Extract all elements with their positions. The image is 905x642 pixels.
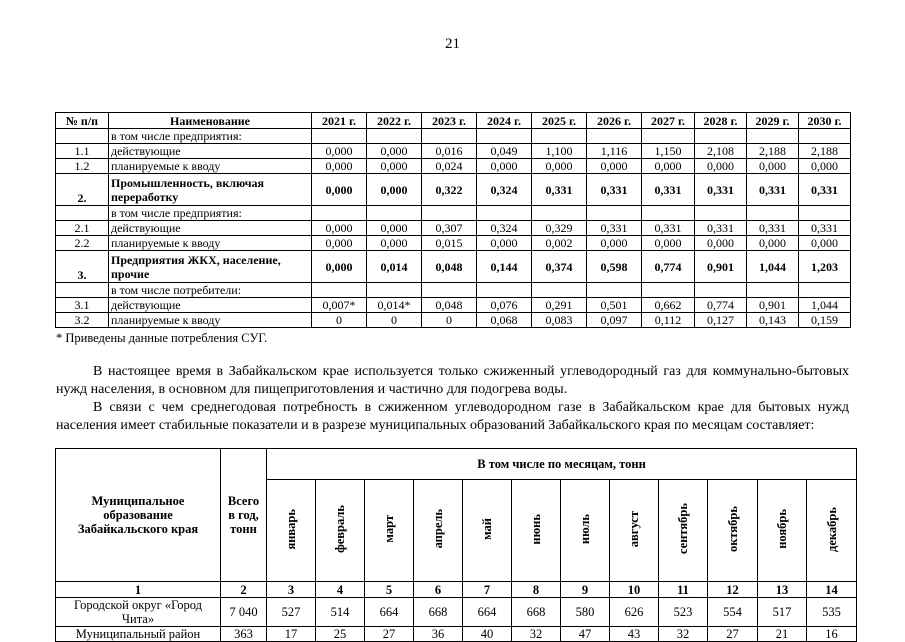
table-row [56,221,851,236]
table-cell [312,206,367,221]
table-cell: 0,307 [422,221,477,236]
table-cell: 0 [422,313,477,328]
table-cell [642,283,695,298]
table-cell: 0,324 [477,221,532,236]
column-number: 12 [708,582,758,598]
table-cell: 1,203 [799,251,851,283]
column-number: 10 [610,582,659,598]
month-label: ноябрь [775,509,789,549]
table-cell [799,206,851,221]
table-cell: 0,331 [642,174,695,206]
table-cell [422,206,477,221]
table-row [56,298,851,313]
month-value: 32 [659,627,708,642]
table-header-row [56,113,851,129]
table-row [56,598,857,627]
table-row [56,627,857,642]
month-value: 47 [561,627,610,642]
table-cell: 1,044 [799,298,851,313]
row-code: 1.2 [56,159,109,174]
column-number: 7 [463,582,512,598]
column-header: 2023 г. [422,113,477,129]
month-value: 523 [659,598,708,627]
paragraph-1 [56,363,849,399]
table-cell: 0,774 [642,251,695,283]
column-number: 6 [414,582,463,598]
month-header [512,480,561,582]
table-cell [747,129,799,144]
monthly-demand-table [55,448,857,642]
row-name: в том числе предприятия: [109,129,312,144]
row-code: 3. [56,251,109,283]
table-cell: 0,291 [532,298,587,313]
row-name: Предприятия ЖКХ, население, прочие [109,251,312,283]
row-name: Промышленность, включая переработку [109,174,312,206]
table-cell: 0,143 [747,313,799,328]
table-cell [422,129,477,144]
month-label: декабрь [824,506,839,552]
table-row [56,144,851,159]
row-code: 2. [56,174,109,206]
month-value: 668 [512,598,561,627]
month-value: 21 [758,627,807,642]
month-value: 664 [365,598,414,627]
table-row [56,313,851,328]
row-name: действующие [109,298,312,313]
row-code [56,206,109,221]
table-cell: 0 [312,313,367,328]
table-cell: 0,329 [532,221,587,236]
table-cell [367,129,422,144]
table-cell [532,129,587,144]
table-cell: 0,002 [532,236,587,251]
municipality-name: Муниципальный район [56,627,221,642]
table-cell [477,206,532,221]
row-code [56,129,109,144]
column-number: 2 [221,582,267,598]
table-cell: 0,331 [799,221,851,236]
month-header [414,480,463,582]
month-label: июнь [529,513,543,545]
month-value: 664 [463,598,512,627]
table-cell: 0,901 [695,251,747,283]
table-cell [799,283,851,298]
table-cell: 0,000 [747,236,799,251]
month-label: январь [284,508,298,550]
table-cell: 0,374 [532,251,587,283]
column-header: 2024 г. [477,113,532,129]
row-code: 3.1 [56,298,109,313]
paragraph-2 [56,399,849,435]
month-value: 27 [365,627,414,642]
month-value: 668 [414,598,463,627]
month-header [708,480,758,582]
table-cell: 0,331 [642,221,695,236]
table-cell: 1,100 [532,144,587,159]
table-cell [587,129,642,144]
month-label: июль [578,513,592,545]
table-cell: 0,000 [642,236,695,251]
table-cell: 0,000 [367,236,422,251]
table-cell [642,206,695,221]
column-header: 2030 г. [799,113,851,129]
table-cell: 0,068 [477,313,532,328]
table-cell: 0,076 [477,298,532,313]
table-cell: 0,159 [799,313,851,328]
table-row [56,283,851,298]
column-header: 2027 г. [642,113,695,129]
table-cell: 0,000 [695,159,747,174]
footnote: * Приведены данные потребления СУГ. [56,331,268,345]
column-header: 2028 г. [695,113,747,129]
month-value: 27 [708,627,758,642]
table-cell: 0,014 [367,251,422,283]
table-cell: 0,049 [477,144,532,159]
row-name: планируемые к вводу [109,236,312,251]
table-cell: 0,000 [367,221,422,236]
table-cell: 0,000 [477,236,532,251]
table-cell [422,283,477,298]
table-cell: 0,901 [747,298,799,313]
table-row [56,236,851,251]
table-cell: 0,007* [312,298,367,313]
header-municipality: Муниципальное образование Забайкальского края [56,449,221,582]
table-cell: 0,014* [367,298,422,313]
table-cell: 0,000 [747,159,799,174]
table-cell: 2,108 [695,144,747,159]
table-cell: 0,331 [695,221,747,236]
column-number-row [56,582,857,598]
column-number: 1 [56,582,221,598]
month-header [316,480,365,582]
month-label: август [627,510,641,548]
column-number: 8 [512,582,561,598]
month-header [463,480,512,582]
column-header: 2029 г. [747,113,799,129]
column-header: 2025 г. [532,113,587,129]
table-cell [312,129,367,144]
table-cell: 0,112 [642,313,695,328]
column-header: № п/п [56,113,109,129]
month-value: 25 [316,627,365,642]
table-cell [747,206,799,221]
column-header: 2022 г. [367,113,422,129]
column-number: 5 [365,582,414,598]
table-cell: 0,000 [312,174,367,206]
table-cell: 0,662 [642,298,695,313]
table-cell: 0,000 [532,159,587,174]
table-cell: 0,000 [312,159,367,174]
row-name: действующие [109,144,312,159]
table-cell [477,129,532,144]
table-cell [532,283,587,298]
table-cell [747,283,799,298]
gas-demand-table [55,112,851,328]
table-cell: 1,044 [747,251,799,283]
column-number: 3 [267,582,316,598]
month-header [610,480,659,582]
month-value: 554 [708,598,758,627]
month-header [365,480,414,582]
table-cell: 0,000 [477,159,532,174]
table-cell: 1,150 [642,144,695,159]
table-cell [587,283,642,298]
month-value: 17 [267,627,316,642]
table-cell: 0,015 [422,236,477,251]
month-value: 580 [561,598,610,627]
month-value: 626 [610,598,659,627]
table-row [56,174,851,206]
month-header [659,480,708,582]
table-cell: 0,097 [587,313,642,328]
table-cell: 0,016 [422,144,477,159]
month-value: 517 [758,598,807,627]
month-label: май [480,518,494,540]
table-cell: 0,331 [587,174,642,206]
month-label: октябрь [725,505,740,552]
table-cell: 1,116 [587,144,642,159]
table-cell: 0,331 [695,174,747,206]
table-cell: 0,000 [695,236,747,251]
month-value: 32 [512,627,561,642]
month-header [561,480,610,582]
table-cell: 0,000 [312,144,367,159]
row-code [56,283,109,298]
table-cell: 0,000 [642,159,695,174]
column-number: 4 [316,582,365,598]
header-months-group: В том числе по месяцам, тонн [267,449,857,480]
table-cell: 0,000 [587,236,642,251]
annual-total: 7 040 [221,598,267,627]
table-cell [695,129,747,144]
column-number: 11 [659,582,708,598]
month-header [267,480,316,582]
row-code: 2.1 [56,221,109,236]
annual-total: 363 [221,627,267,642]
row-code: 2.2 [56,236,109,251]
table-cell: 0,000 [367,174,422,206]
table-cell: 0,331 [587,221,642,236]
municipality-name: Городской округ «Город Чита» [56,598,221,627]
row-code: 3.2 [56,313,109,328]
table-cell: 0,000 [312,236,367,251]
table-cell: 0,083 [532,313,587,328]
table-cell: 0,000 [799,236,851,251]
table-cell [477,283,532,298]
column-number: 14 [807,582,857,598]
table-cell: 2,188 [799,144,851,159]
table-cell: 0,127 [695,313,747,328]
page-number: 21 [445,36,460,52]
table-cell [532,206,587,221]
table-cell: 0,774 [695,298,747,313]
paragraph-2-text: В связи с чем среднегодовая потребность в сжиженном углеводородном газе в Забайкальском крае для бытовых нужд населения имеет стабильные показатели и в разрезе муниципальных образований Забайкальского края по месяцам составляет: [56,400,849,433]
table-cell: 0,000 [367,159,422,174]
row-name: планируемые к вводу [109,159,312,174]
month-header [758,480,807,582]
table-cell: 0,322 [422,174,477,206]
row-name: в том числе потребители: [109,283,312,298]
table-cell: 0,501 [587,298,642,313]
table-cell: 0,331 [747,221,799,236]
month-value: 535 [807,598,857,627]
column-header: Наименование [109,113,312,129]
table-cell [642,129,695,144]
table-cell: 0,000 [312,221,367,236]
month-value: 40 [463,627,512,642]
paragraph-1-text: В настоящее время в Забайкальском крае используется только сжиженный углеводородный газ для коммунально-бытовых нужд населения, в основном для пищеприготовления и частично для подогрева воды. [56,364,849,397]
table-cell: 0,024 [422,159,477,174]
column-header: 2021 г. [312,113,367,129]
month-value: 43 [610,627,659,642]
table-cell: 0,048 [422,298,477,313]
month-header [807,480,857,582]
row-name: планируемые к вводу [109,313,312,328]
table-cell [367,283,422,298]
table-cell: 2,188 [747,144,799,159]
table-row [56,251,851,283]
table-cell: 0,048 [422,251,477,283]
month-value: 16 [807,627,857,642]
month-value: 36 [414,627,463,642]
table-cell: 0,000 [799,159,851,174]
month-value: 514 [316,598,365,627]
table-row [56,159,851,174]
table-cell: 0,000 [587,159,642,174]
table-cell: 0 [367,313,422,328]
table-cell: 0,331 [532,174,587,206]
table-cell: 0,000 [367,144,422,159]
table-cell [587,206,642,221]
table-cell: 0,598 [587,251,642,283]
table-cell [312,283,367,298]
table-header-row [56,449,857,480]
header-total: Всего в год, тонн [221,449,267,582]
table-cell [695,206,747,221]
column-number: 13 [758,582,807,598]
column-number: 9 [561,582,610,598]
table-row [56,129,851,144]
month-label: сентябрь [676,503,690,555]
month-label: апрель [431,509,445,549]
table-cell: 0,331 [799,174,851,206]
table-cell [695,283,747,298]
row-name: в том числе предприятия: [109,206,312,221]
table-cell [799,129,851,144]
table-row [56,206,851,221]
table-cell: 0,324 [477,174,532,206]
row-name: действующие [109,221,312,236]
row-code: 1.1 [56,144,109,159]
month-value: 527 [267,598,316,627]
table-cell: 0,331 [747,174,799,206]
month-label: февраль [333,505,347,553]
column-header: 2026 г. [587,113,642,129]
table-cell: 0,144 [477,251,532,283]
month-label: март [382,515,396,543]
table-cell [367,206,422,221]
table-cell: 0,000 [312,251,367,283]
